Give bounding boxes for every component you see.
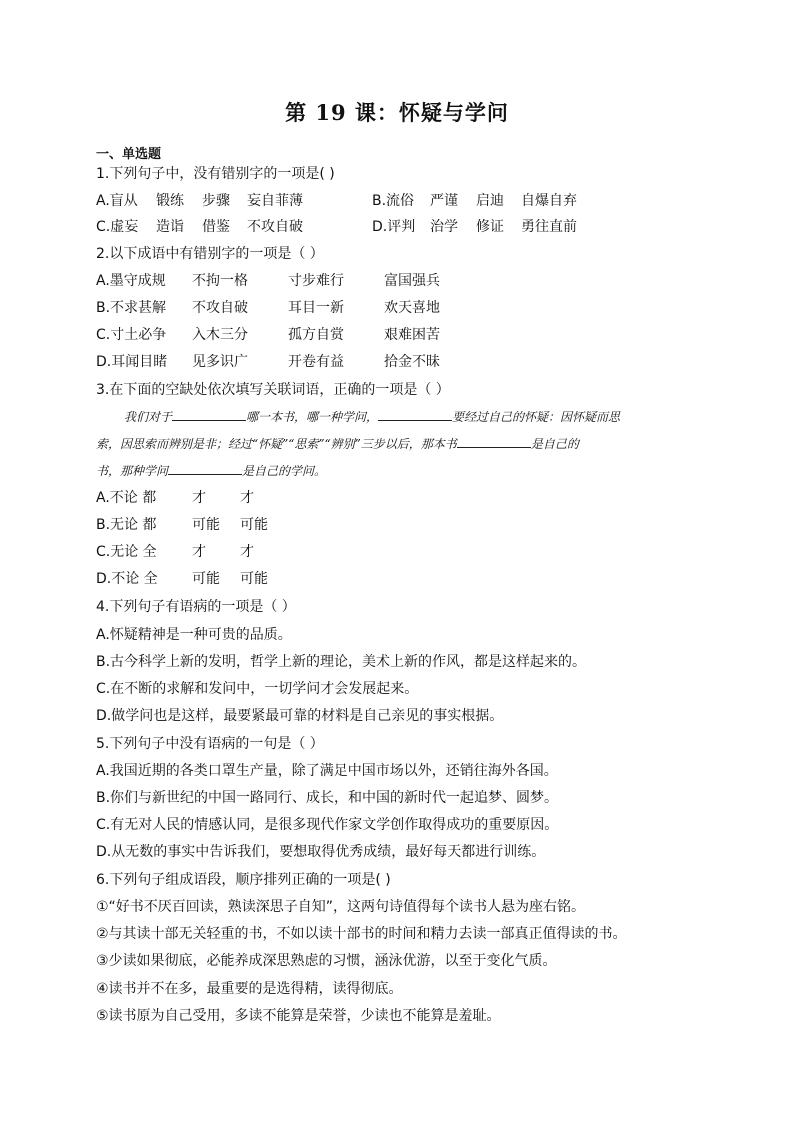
q6-item-3: ③少读如果彻底，必能养成深思熟虑的习惯，涵泳优游，以至于变化气质。 [96, 953, 557, 969]
q1-option-d-word: 治学 [430, 219, 458, 235]
q3-passage-line [96, 435, 579, 452]
q3-option-b-word: 可能 [240, 517, 268, 533]
passage-text: 要经过自己的怀疑：因怀疑而思 [452, 410, 621, 424]
q3-stem: 3.在下面的空缺处依次填写关联词语，正确的一项是（ ） [96, 382, 450, 398]
q1-option-b-word: 自爆自弃 [521, 193, 577, 209]
q3-passage-line [96, 462, 326, 479]
passage-text: 是自己的学问。 [242, 464, 327, 478]
q3-option-d-word: 可能 [240, 571, 268, 587]
q2-stem: 2.以下成语中有错别字的一项是（ ） [96, 246, 324, 262]
q2-option-b [96, 298, 696, 318]
q3-option-c-word: C.无论 全 [96, 544, 157, 560]
q2-option-c-word: 入木三分 [192, 327, 248, 343]
passage-text: 索，因思索而辨别是非；经过“怀疑”“思索”“辨别”三步以后，那本书 [96, 437, 457, 451]
q3-option-d-word: 可能 [192, 571, 220, 587]
q2-option-a-word: 富国强兵 [384, 273, 440, 289]
q1-option-d-word: 修证 [476, 219, 504, 235]
q2-option-b-word: 耳目一新 [288, 300, 344, 316]
q3-option-c [96, 542, 396, 562]
q6-item-5: ⑤读书原为自己受用，多读不能算是荣誉，少读也不能算是羞耻。 [96, 1008, 501, 1024]
q2-option-d-word: D.耳闻目睹 [96, 354, 168, 370]
q5-option-c: C.有无对人民的情感认同，是很多现代作家文学创作取得成功的重要原因。 [96, 817, 559, 833]
q4-option-a: A.怀疑精神是一种可贵的品质。 [96, 627, 292, 643]
q6-item-4: ④读书并不在多，最重要的是选得精，读得彻底。 [96, 981, 403, 997]
page-title: 第 19 课：怀疑与学问 [285, 100, 509, 125]
q3-option-a-word: 才 [192, 490, 206, 506]
section-heading: 一、单选题 [96, 147, 162, 162]
q1-option-c-word: 借鉴 [202, 219, 230, 235]
q1-option-a-word: 步骤 [202, 193, 230, 209]
q3-option-d [96, 569, 396, 589]
q6-stem: 6.下列句子组成语段，顺序排列正确的一项是( ) [96, 872, 391, 888]
q5-stem: 5.下列句子中没有语病的一句是（ ） [96, 736, 324, 752]
q5-option-d: D.从无数的事实中告诉我们，要想取得优秀成绩，最好每天都进行训练。 [96, 844, 546, 860]
q2-option-c-word: C.寸土必争 [96, 327, 167, 343]
q2-option-a-word: 寸步难行 [288, 273, 344, 289]
q1-option-c-label: C.虚妄 [96, 219, 139, 235]
q3-option-b [96, 515, 396, 535]
q1-row-1 [96, 191, 696, 211]
q5-option-a: A.我国近期的各类口罩生产量，除了满足中国市场以外，还销往海外各国。 [96, 763, 558, 779]
q2-option-d-word: 见多识广 [192, 354, 248, 370]
q3-option-a-word: 才 [240, 490, 254, 506]
answer-blank [172, 408, 246, 421]
passage-text: 哪一本书，哪一种学问， [246, 410, 379, 424]
q3-option-b-word: B.无论 都 [96, 517, 157, 533]
q3-option-a [96, 488, 396, 508]
q3-option-a-word: A.不论 都 [96, 490, 157, 506]
q2-option-b-word: B.不求甚解 [96, 300, 167, 316]
answer-blank [378, 408, 452, 421]
q1-option-a-label: A.盲从 [96, 193, 138, 209]
passage-text: 书，那种学问 [96, 464, 169, 478]
q1-row-2 [96, 217, 696, 237]
q1-option-c-word: 不攻自破 [247, 219, 303, 235]
q5-option-b: B.你们与新世纪的中国一路同行、成长，和中国的新时代一起追梦、圆梦。 [96, 790, 559, 806]
q1-option-c-word: 造诣 [156, 219, 184, 235]
q2-option-b-word: 不攻自破 [192, 300, 248, 316]
q1-option-a-word: 锻练 [156, 193, 184, 209]
q2-option-c-word: 艰难困苦 [384, 327, 440, 343]
q2-option-d-word: 开卷有益 [288, 354, 344, 370]
q2-option-d-word: 拾金不昧 [384, 354, 440, 370]
q1-option-b-word: 严谨 [430, 193, 458, 209]
passage-text: 我们对于 [124, 410, 173, 424]
q6-item-1: ①“好书不厌百回读，熟读深思子自知”，这两句诗值得每个读书人悬为座右铭。 [96, 899, 586, 915]
q3-passage-line [124, 408, 620, 425]
q4-stem: 4.下列句子有语病的一项是（ ） [96, 599, 296, 615]
q2-option-b-word: 欢天喜地 [384, 300, 440, 316]
q3-option-c-word: 才 [192, 544, 206, 560]
q3-option-c-word: 才 [240, 544, 254, 560]
q3-passage [96, 405, 696, 485]
passage-text: 是自己的 [530, 437, 579, 451]
q6-item-2: ②与其读十部无关轻重的书，不如以读十部书的时间和精力去读一部真正值得读的书。 [96, 926, 627, 942]
q1-option-b-label: B.流俗 [372, 193, 415, 209]
q4-option-d: D.做学问也是这样，最要紧最可靠的材料是自己亲见的事实根据。 [96, 708, 504, 724]
q2-option-c [96, 325, 696, 345]
q1-option-a-word: 妄自菲薄 [247, 193, 303, 209]
q4-option-c: C.在不断的求解和发问中，一切学问才会发展起来。 [96, 681, 419, 697]
q3-option-b-word: 可能 [192, 517, 220, 533]
q1-option-d-word: 勇往直前 [521, 219, 577, 235]
q2-option-d [96, 352, 696, 372]
q2-option-a-word: A.墨守成规 [96, 273, 166, 289]
q1-option-b-word: 启迪 [476, 193, 504, 209]
q2-option-a-word: 不拘一格 [192, 273, 248, 289]
answer-blank [457, 435, 531, 448]
q2-option-c-word: 孤方自赏 [288, 327, 344, 343]
q1-stem: 1.下列句子中，没有错别字的一项是( ) [96, 166, 335, 182]
q3-option-d-word: D.不论 全 [96, 571, 158, 587]
answer-blank [168, 462, 242, 475]
q4-option-b: B.古今科学上新的发明，哲学上新的理论，美术上新的作风，都是这样起来的。 [96, 654, 587, 670]
q1-option-d-label: D.评判 [372, 219, 416, 235]
q2-option-a [96, 271, 696, 291]
